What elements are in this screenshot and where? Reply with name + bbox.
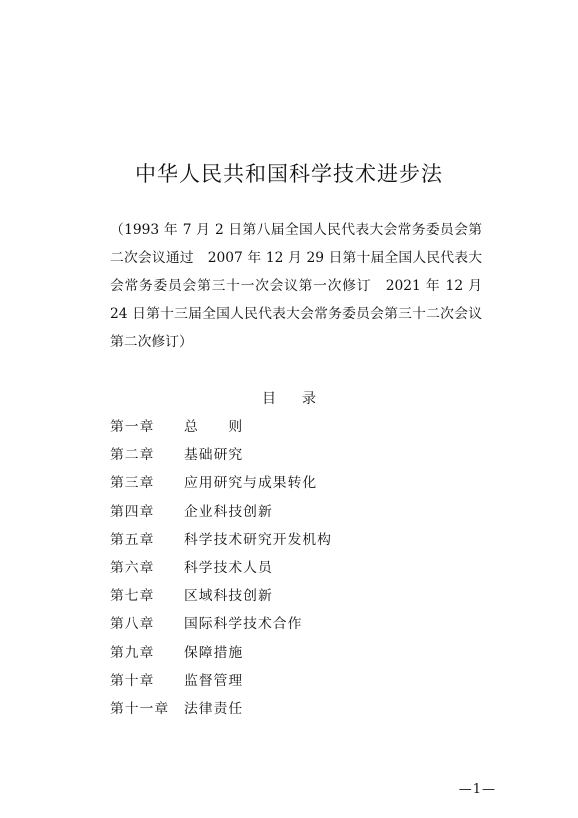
toc-item-10[interactable] <box>110 667 490 695</box>
toc-chapter-label: 第十章 <box>110 672 155 689</box>
toc-chapter-name: 总 则 <box>184 419 244 435</box>
toc-chapter-label: 第一章 <box>110 419 155 435</box>
toc-chapter-label: 第七章 <box>110 588 155 605</box>
toc-chapter-label: 第十一章 <box>110 700 170 717</box>
toc-chapter-name: 应用研究与成果转化 <box>184 475 318 492</box>
toc-chapter-name: 企业科技创新 <box>184 503 273 520</box>
page-title: 中华人民共和国科学技术进步法 <box>135 162 443 186</box>
toc-chapter-label: 第三章 <box>110 475 155 492</box>
toc-chapter-label: 第五章 <box>110 531 155 548</box>
toc-item-9[interactable] <box>110 639 490 667</box>
toc-item-6[interactable] <box>110 554 490 582</box>
toc-chapter-label: 第六章 <box>110 559 155 576</box>
toc-chapter-name: 国际科学技术合作 <box>184 616 303 633</box>
toc-item-11[interactable] <box>110 695 490 723</box>
toc-chapter-label: 第八章 <box>110 616 155 633</box>
toc-item-8[interactable] <box>110 610 490 638</box>
table-of-contents <box>110 413 490 723</box>
toc-chapter-name: 法律责任 <box>184 700 244 717</box>
toc-item-1[interactable] <box>110 413 490 441</box>
toc-chapter-name: 基础研究 <box>184 447 244 464</box>
page-number: —1— <box>458 782 496 797</box>
toc-chapter-name: 区域科技创新 <box>184 588 273 605</box>
toc-chapter-label: 第九章 <box>110 644 155 661</box>
toc-chapter-name: 监督管理 <box>184 672 244 689</box>
toc-item-3[interactable] <box>110 469 490 497</box>
toc-chapter-name: 保障措施 <box>184 644 244 661</box>
toc-item-4[interactable] <box>110 498 490 526</box>
toc-heading: 目录 <box>262 391 342 407</box>
toc-chapter-label: 第四章 <box>110 503 155 520</box>
toc-chapter-label: 第二章 <box>110 447 155 464</box>
toc-chapter-name: 科学技术研究开发机构 <box>184 531 332 548</box>
toc-item-5[interactable] <box>110 526 490 554</box>
toc-item-2[interactable] <box>110 441 490 469</box>
adoption-history: （1993 年 7 月 2 日第八届全国人民代表大会常务委员会第二次会议通过 2007 年 12 月 29 日第十届全国人民代表大会常务委员会第三十一次会议第一次修订 2021 年 12 月 24 日第十三届全国人民代表大会常务委员会第三十二次会议第二次修订） <box>110 222 482 350</box>
toc-chapter-name: 科学技术人员 <box>184 559 273 576</box>
toc-item-7[interactable] <box>110 582 490 610</box>
